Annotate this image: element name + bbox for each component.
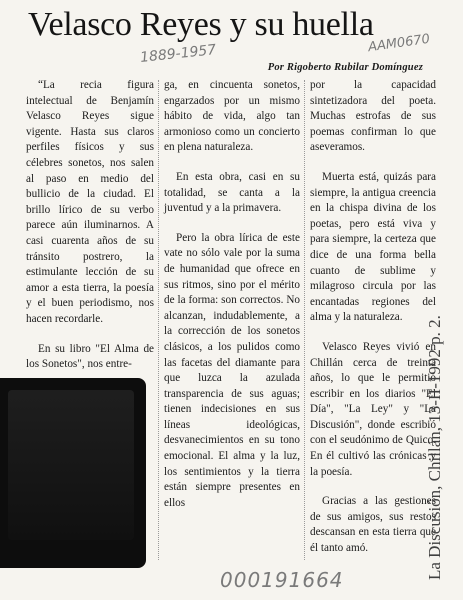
paragraph: por la capacidad sintetizadora del poeta. Muchas estrofas de sus poemas confirman lo que aseveramos.	[310, 79, 436, 154]
paragraph: En esta obra, casi en su totalidad, se canta a la juventud y a la primavera.	[164, 170, 300, 215]
handwritten-source-note: La Discusión, Chillán, 13-II-1992 p. 2.	[425, 315, 444, 580]
column-3	[310, 78, 436, 557]
column-1	[26, 78, 154, 373]
paragraph: “La recia figura intelectual de Benjamín Velasco Reyes sigue vigente. Hasta sus claros perfiles físicos y sus célebres sonetos, nos salen al paso en medio del bullicio de la ciudad. El brillo lírico de su verbo parece aún iluminarnos. A casi cuarenta años de su tránsito postrero, la estimulante lección de su amor a esta tierra, la poesía y el buen periodismo, nos hacen recordarle.	[26, 79, 154, 325]
column-divider	[158, 80, 159, 560]
paragraph: Muerta está, quizás para siempre, la antigua creencia en la chispa divina de los poetas, pero está viva y para siempre, la certeza que dice de una forma bella cuanto de sublime y milagroso circula por las encantadas regiones del alma y la naturaleza.	[310, 170, 436, 324]
paragraph: Gracias a las gestiones de sus amigos, sus restos descansan en esta tierra que él tanto amó.	[310, 495, 436, 555]
paragraph: ga, en cincuenta sonetos, engarzados por un mismo hábito de vida, algo tan armonioso como un concierto en plena naturaleza.	[164, 79, 300, 154]
paragraph: Velasco Reyes vivió en Chillán cerca de treinta años, lo que le permitió escribir en los diarios "El Día", "La Ley" y "La Discusión", donde escribió con el seudónimo de Quico. En él cultivó las crónicas y la poesía.	[310, 340, 436, 478]
column-2	[164, 78, 300, 511]
handwritten-years: 1889-1957	[139, 42, 217, 66]
article-title: Velasco Reyes y su huella	[28, 6, 374, 43]
handwritten-catalog-number: 000191664	[220, 568, 344, 592]
paragraph: Pero la obra lírica de este vate no sólo vale por la suma de humanidad que ofrece en sus ritmos, sino por el mérito de la forma: son correctos. No alcanzan, indudablemente, a la corrección de los sonetos clásicos, a los pulidos como las facetas del diamante para que luzca la azulada transparencia de sus aguas; tienen indecisiones en sus líneas ideológicas, desvanecimientos en su tono emocional. El alma y la luz, los sentimientos y la tierra están siempre presentes en ellos	[164, 231, 300, 509]
photo-placeholder	[0, 378, 146, 568]
column-divider	[304, 80, 305, 560]
byline: Por Rigoberto Rubilar Domínguez	[267, 62, 423, 73]
paragraph: En su libro "El Alma de los Sonetos", nos entre-	[26, 342, 154, 371]
handwritten-code: AAM0670	[367, 31, 431, 56]
